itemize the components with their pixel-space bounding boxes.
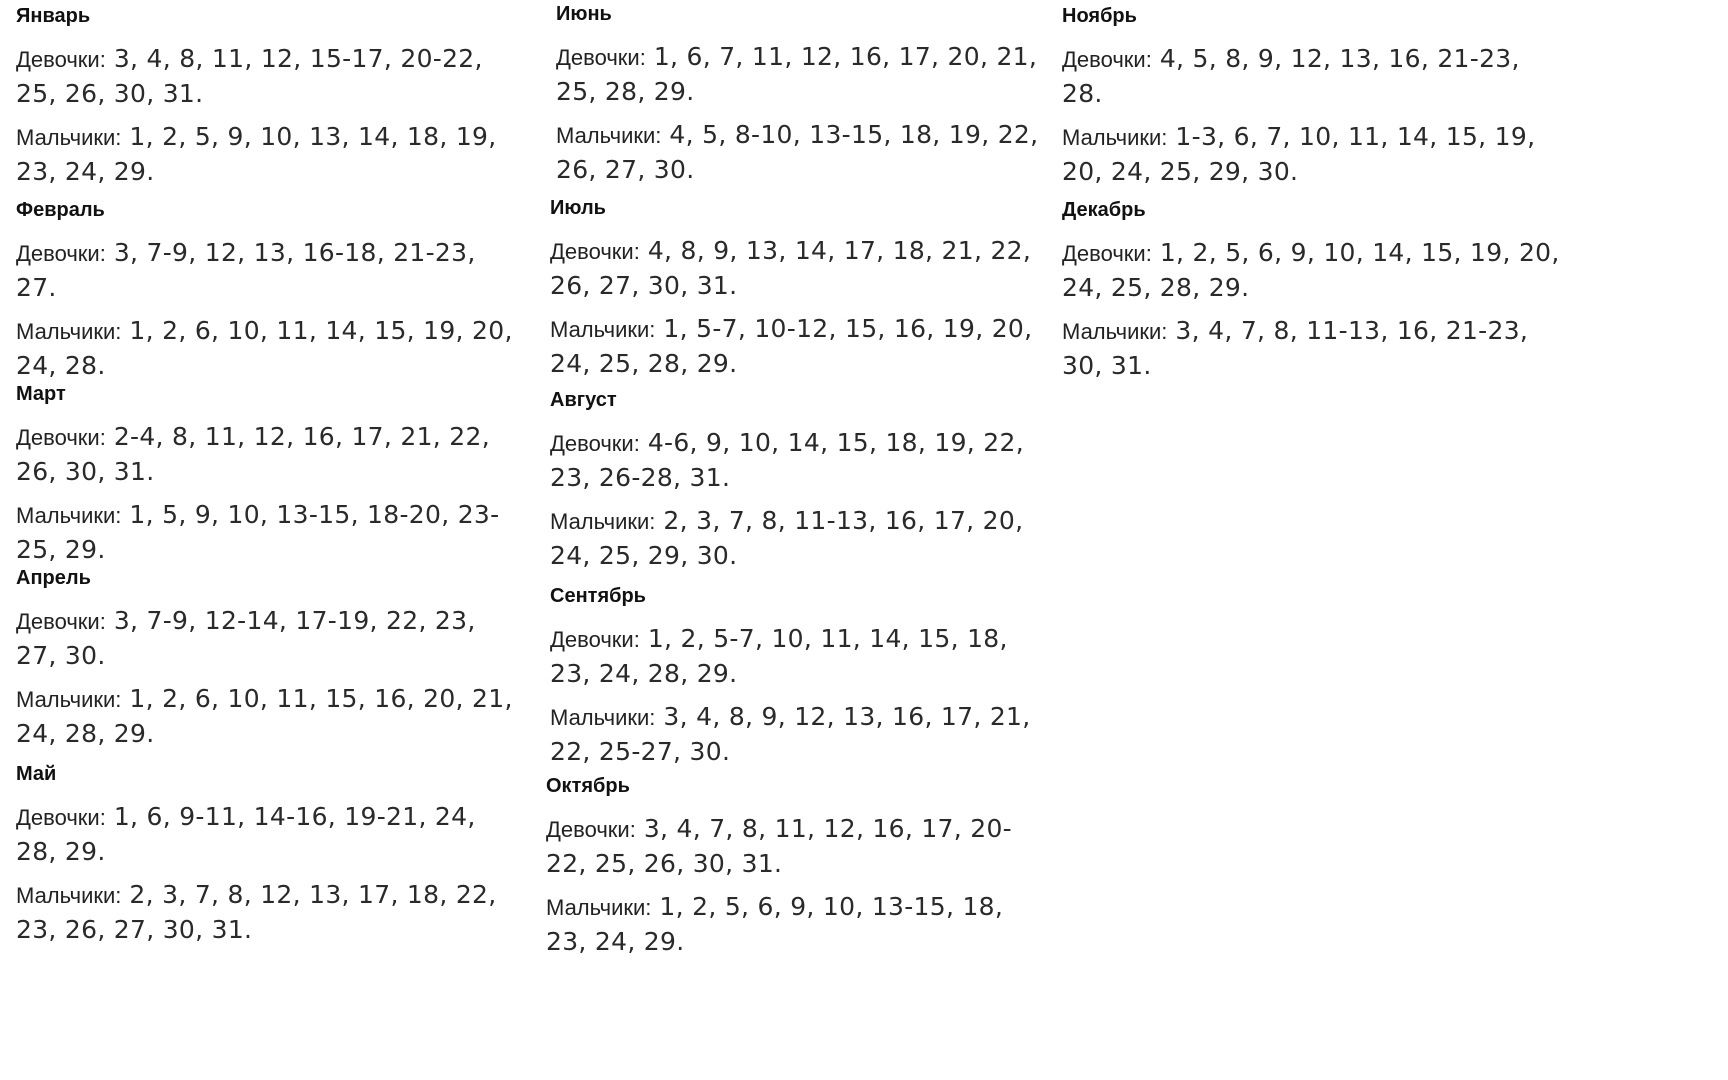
boys-label: Мальчики: xyxy=(1062,319,1168,344)
girls-label: Девочки: xyxy=(550,239,640,264)
month-title: Март xyxy=(16,383,66,405)
boys-label: Мальчики: xyxy=(556,123,662,148)
girls-days: 4, 8, 9, 13, 14, 17, 18, 21, 22, 26, 27, 30, 31. xyxy=(550,236,1032,300)
month-august xyxy=(550,388,1050,573)
month-title: Январь xyxy=(16,5,91,27)
month-february xyxy=(16,198,516,383)
boys-label: Мальчики: xyxy=(16,319,122,344)
girls-label: Девочки: xyxy=(16,609,106,634)
girls-days: 3, 7-9, 12, 13, 16-18, 21-23, 27. xyxy=(16,238,476,302)
month-june xyxy=(556,2,1056,187)
girls-days: 1, 2, 5, 6, 9, 10, 14, 15, 19, 20, 24, 25, 28, 29. xyxy=(1062,238,1560,302)
month-november xyxy=(1062,4,1562,189)
month-april xyxy=(16,566,516,751)
boys-days-entry xyxy=(550,700,1050,769)
boys-days: 1, 5-7, 10-12, 15, 16, 19, 20, 24, 25, 28, 29. xyxy=(550,314,1033,378)
boys-label: Мальчики: xyxy=(550,317,656,342)
girls-days: 3, 7-9, 12-14, 17-19, 22, 23, 27, 30. xyxy=(16,606,476,670)
girls-days-entry xyxy=(16,420,516,489)
boys-days: 1, 5, 9, 10, 13-15, 18-20, 23-25, 29. xyxy=(16,500,500,564)
boys-label: Мальчики: xyxy=(550,509,656,534)
month-title: Май xyxy=(16,763,57,785)
month-october xyxy=(546,774,1046,959)
boys-label: Мальчики: xyxy=(16,125,122,150)
girls-label: Девочки: xyxy=(16,805,106,830)
girls-label: Девочки: xyxy=(546,817,636,842)
girls-label: Девочки: xyxy=(1062,241,1152,266)
girls-days: 1, 6, 7, 11, 12, 16, 17, 20, 21, 25, 28, 29. xyxy=(556,42,1038,106)
boys-days-entry xyxy=(16,120,516,189)
girls-days: 1, 2, 5-7, 10, 11, 14, 15, 18, 23, 24, 28, 29. xyxy=(550,624,1008,688)
girls-days: 3, 4, 7, 8, 11, 12, 16, 17, 20-22, 25, 26, 30, 31. xyxy=(546,814,1012,878)
boys-days: 2, 3, 7, 8, 11-13, 16, 17, 20, 24, 25, 29, 30. xyxy=(550,506,1024,570)
month-title: Апрель xyxy=(16,567,91,589)
girls-days-entry xyxy=(16,604,516,673)
month-january xyxy=(16,4,516,189)
boys-days-entry xyxy=(1062,120,1562,189)
boys-days: 4, 5, 8-10, 13-15, 18, 19, 22, 26, 27, 30. xyxy=(556,120,1039,184)
girls-days-entry xyxy=(550,426,1050,495)
girls-days-entry xyxy=(1062,42,1562,111)
girls-days: 4, 5, 8, 9, 12, 13, 16, 21-23, 28. xyxy=(1062,44,1520,108)
boys-label: Мальчики: xyxy=(16,883,122,908)
girls-days-entry xyxy=(16,42,516,111)
boys-days-entry xyxy=(16,682,516,751)
month-title: Октябрь xyxy=(546,775,630,797)
month-march xyxy=(16,382,516,567)
girls-label: Девочки: xyxy=(16,425,106,450)
boys-days-entry xyxy=(16,314,516,383)
month-title: Июнь xyxy=(556,3,612,25)
girls-days: 1, 6, 9-11, 14-16, 19-21, 24, 28, 29. xyxy=(16,802,476,866)
boys-days: 1, 2, 5, 6, 9, 10, 13-15, 18, 23, 24, 29. xyxy=(546,892,1004,956)
boys-days: 3, 4, 8, 9, 12, 13, 16, 17, 21, 22, 25-27, 30. xyxy=(550,702,1031,766)
boys-label: Мальчики: xyxy=(1062,125,1168,150)
boys-days: 1, 2, 5, 9, 10, 13, 14, 18, 19, 23, 24, 29. xyxy=(16,122,497,186)
boys-days-entry xyxy=(546,890,1046,959)
boys-days: 3, 4, 7, 8, 11-13, 16, 21-23, 30, 31. xyxy=(1062,316,1529,380)
boys-label: Мальчики: xyxy=(546,895,652,920)
month-title: Декабрь xyxy=(1062,199,1146,221)
girls-days-entry xyxy=(556,40,1056,109)
month-title: Июль xyxy=(550,197,606,219)
girls-days-entry xyxy=(550,234,1050,303)
girls-label: Девочки: xyxy=(16,241,106,266)
boys-days: 2, 3, 7, 8, 12, 13, 17, 18, 22, 23, 26, 27, 30, 31. xyxy=(16,880,497,944)
girls-days: 3, 4, 8, 11, 12, 15-17, 20-22, 25, 26, 30, 31. xyxy=(16,44,483,108)
girls-days-entry xyxy=(546,812,1046,881)
month-july xyxy=(550,196,1050,381)
girls-days: 4-6, 9, 10, 14, 15, 18, 19, 22, 23, 26-28, 31. xyxy=(550,428,1024,492)
girls-days-entry xyxy=(1062,236,1562,305)
boys-label: Мальчики: xyxy=(550,705,656,730)
girls-label: Девочки: xyxy=(1062,47,1152,72)
boys-days-entry xyxy=(1062,314,1562,383)
month-title: Август xyxy=(550,389,617,411)
boys-days: 1, 2, 6, 10, 11, 15, 16, 20, 21, 24, 28, 29. xyxy=(16,684,513,748)
boys-label: Мальчики: xyxy=(16,503,122,528)
girls-days: 2-4, 8, 11, 12, 16, 17, 21, 22, 26, 30, 31. xyxy=(16,422,490,486)
month-september xyxy=(550,584,1050,769)
girls-days-entry xyxy=(16,236,516,305)
boys-days-entry xyxy=(556,118,1056,187)
boys-days: 1-3, 6, 7, 10, 11, 14, 15, 19, 20, 24, 25, 29, 30. xyxy=(1062,122,1536,186)
month-title: Сентябрь xyxy=(550,585,646,607)
girls-label: Девочки: xyxy=(16,47,106,72)
month-december xyxy=(1062,198,1562,383)
boys-days: 1, 2, 6, 10, 11, 14, 15, 19, 20, 24, 28. xyxy=(16,316,513,380)
girls-days-entry xyxy=(550,622,1050,691)
boys-label: Мальчики: xyxy=(16,687,122,712)
boys-days-entry xyxy=(550,504,1050,573)
girls-label: Девочки: xyxy=(550,627,640,652)
month-may xyxy=(16,762,516,947)
month-title: Ноябрь xyxy=(1062,5,1137,27)
girls-days-entry xyxy=(16,800,516,869)
boys-days-entry xyxy=(16,498,516,567)
month-title: Февраль xyxy=(16,199,105,221)
girls-label: Девочки: xyxy=(550,431,640,456)
boys-days-entry xyxy=(550,312,1050,381)
girls-label: Девочки: xyxy=(556,45,646,70)
boys-days-entry xyxy=(16,878,516,947)
